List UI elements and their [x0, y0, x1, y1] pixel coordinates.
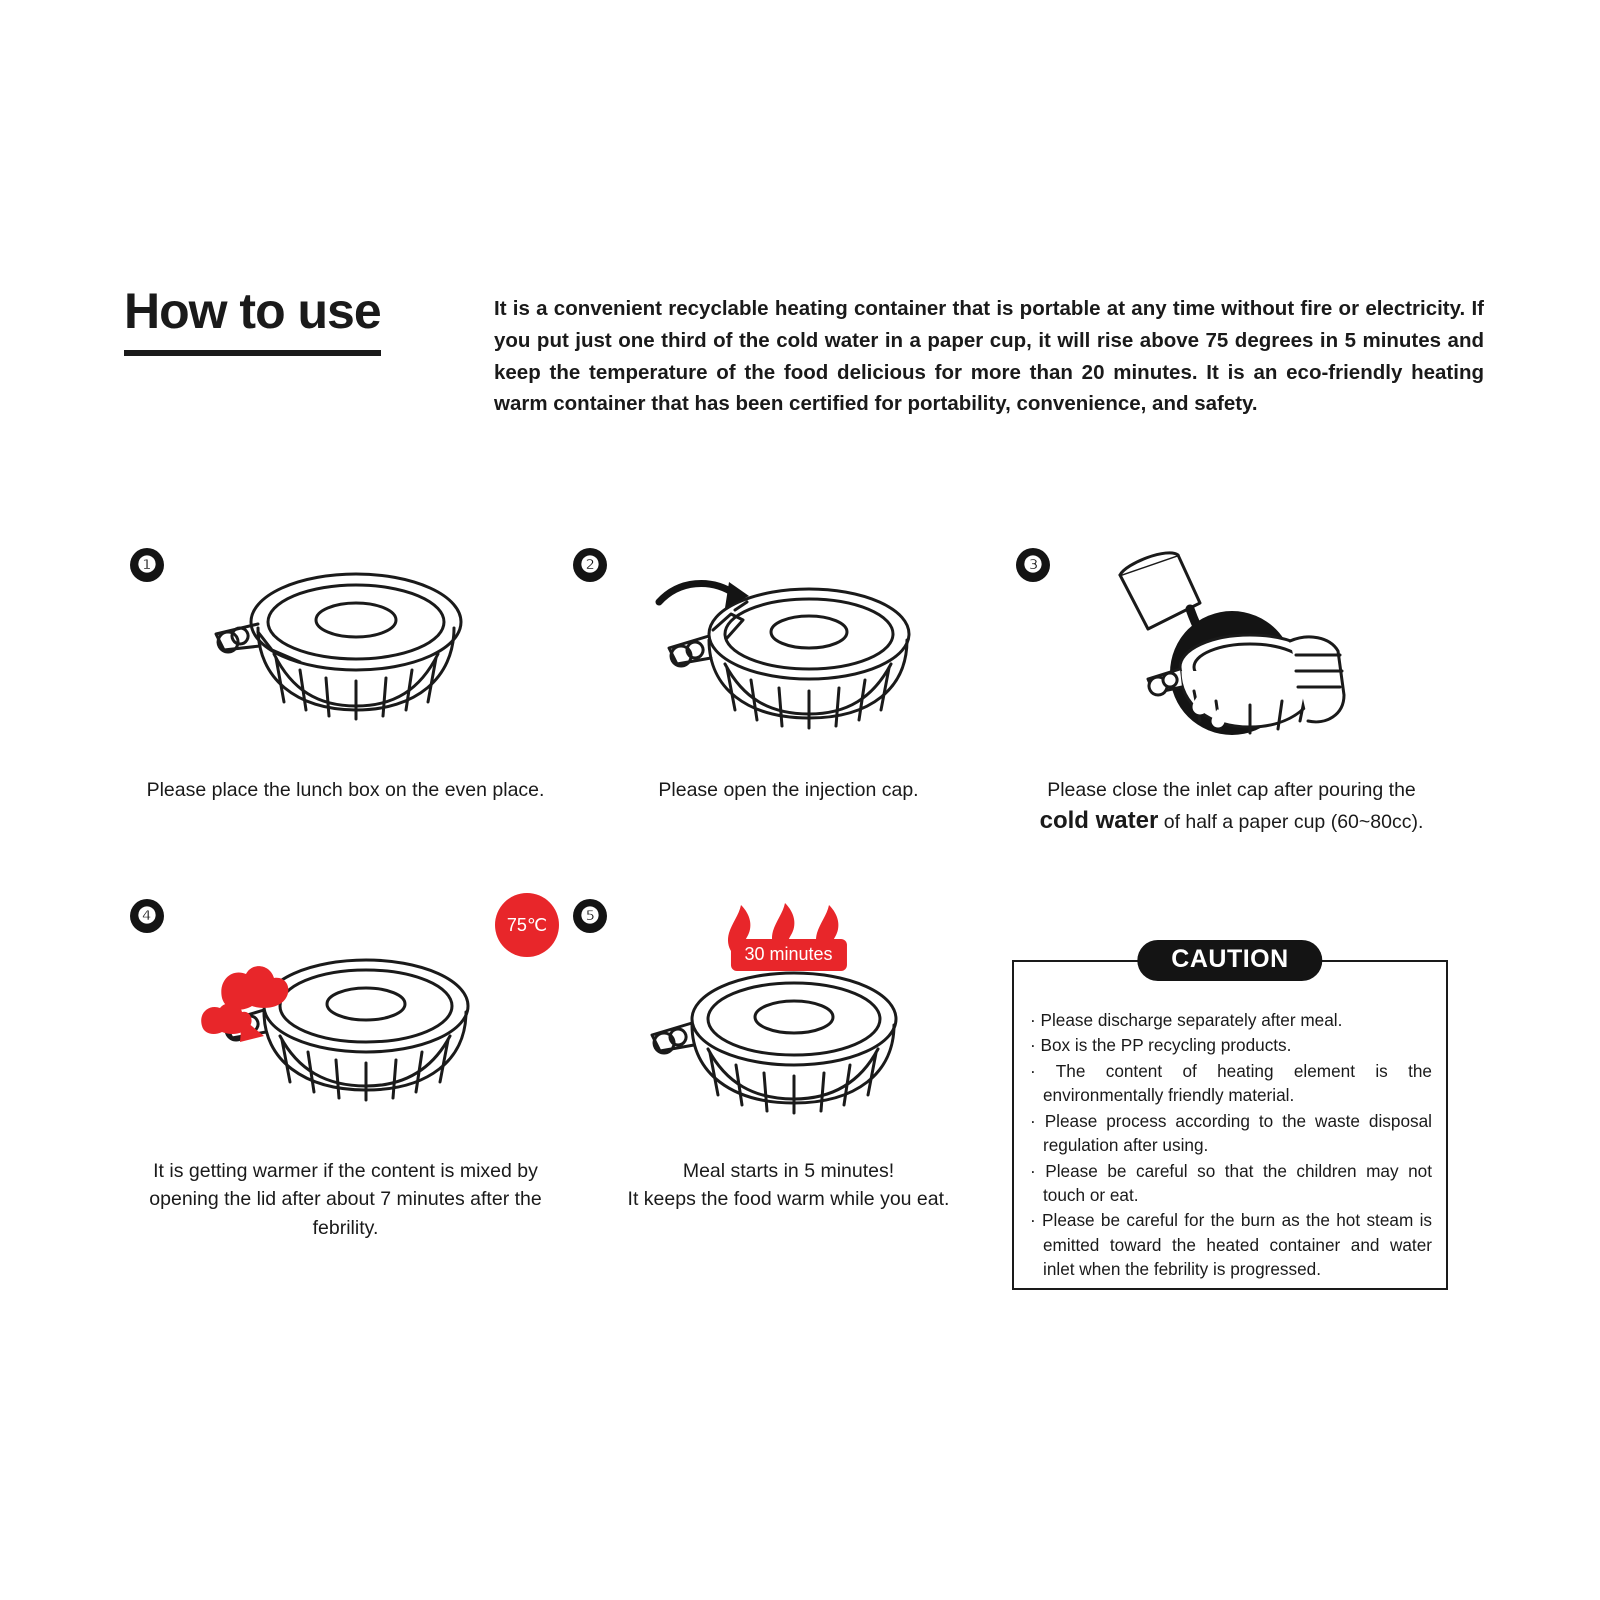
- step-4-illustration: [124, 891, 567, 1141]
- step-4: [124, 891, 567, 1242]
- step-5-caption-line2: It keeps the food warm while you eat.: [627, 1188, 950, 1211]
- temperature-badge: 75℃: [495, 893, 559, 957]
- step-3-caption-strong: cold water: [1039, 807, 1159, 835]
- step-1: [124, 540, 567, 839]
- step-4-caption: It is getting warmer if the content is mixed by opening the lid after about 7 minutes after the febrility.: [149, 1160, 542, 1239]
- step-2-number: ❷: [573, 548, 607, 582]
- step-4-number: ❹: [130, 899, 164, 933]
- pouring-water-icon: [1082, 545, 1382, 755]
- caution-item: · Please be careful for the burn as the hot steam is emitted toward the heated container and water inlet when the febrility is progressed.: [1030, 1208, 1432, 1281]
- lunch-box-open-cap-icon: [639, 550, 939, 750]
- lunch-box-steam-icon: [186, 906, 506, 1126]
- caution-item: · Please process according to the waste disposal regulation after using.: [1030, 1109, 1432, 1158]
- step-1-number: ❶: [130, 548, 164, 582]
- caution-item: · Please discharge separately after meal.: [1030, 1008, 1432, 1032]
- step-1-caption: Please place the lunch box on the even place.: [146, 779, 545, 801]
- caution-list: [1014, 962, 1446, 1282]
- header: [124, 285, 1484, 420]
- caution-item: · Box is the PP recycling products.: [1030, 1033, 1432, 1057]
- caution-title: CAUTION: [1137, 940, 1322, 981]
- intro-paragraph: It is a convenient recyclable heating container that is portable at any time without fire or electricity. If you put just one third of the cold water in a paper cup, it will rise above 75 degrees in 5 minutes and keep the temperature of the food delicious for more than 20 minutes. It is an eco-friendly heating warm container that has been certified for portability, convenience, and safety.: [494, 297, 1484, 416]
- caution-box: [1012, 945, 1448, 1290]
- step-5-caption-line1: Meal starts in 5 minutes!: [682, 1160, 895, 1183]
- lunch-box-hot-icon: [629, 901, 949, 1131]
- step-5: [567, 891, 1010, 1242]
- step-5-caption: [567, 1157, 1010, 1214]
- time-badge: 30 minutes: [730, 939, 846, 971]
- steam-puff-icon: [201, 966, 288, 1042]
- caution-item: · Please be careful so that the children may not touch or eat.: [1030, 1159, 1432, 1208]
- step-3: [1010, 540, 1453, 839]
- step-5-number: ❺: [573, 899, 607, 933]
- step-2: [567, 540, 1010, 839]
- step-1-illustration: [124, 540, 567, 760]
- steps-row-1: [124, 540, 1484, 839]
- step-2-illustration: [567, 540, 1010, 760]
- step-3-caption-pre: Please close the inlet cap after pouring the: [1047, 779, 1416, 801]
- step-2-caption: Please open the injection cap.: [658, 779, 919, 801]
- step-3-number: ❸: [1016, 548, 1050, 582]
- title-block: [124, 285, 494, 356]
- page-title: How to use: [124, 285, 381, 356]
- lunch-box-closed-icon: [196, 550, 496, 750]
- step-3-caption: [1010, 776, 1453, 839]
- caution-item: · The content of heating element is the environmentally friendly material.: [1030, 1059, 1432, 1108]
- step-5-illustration: [567, 891, 1010, 1141]
- step-3-caption-post: of half a paper cup (60~80cc).: [1158, 811, 1424, 834]
- step-3-illustration: [1010, 540, 1453, 760]
